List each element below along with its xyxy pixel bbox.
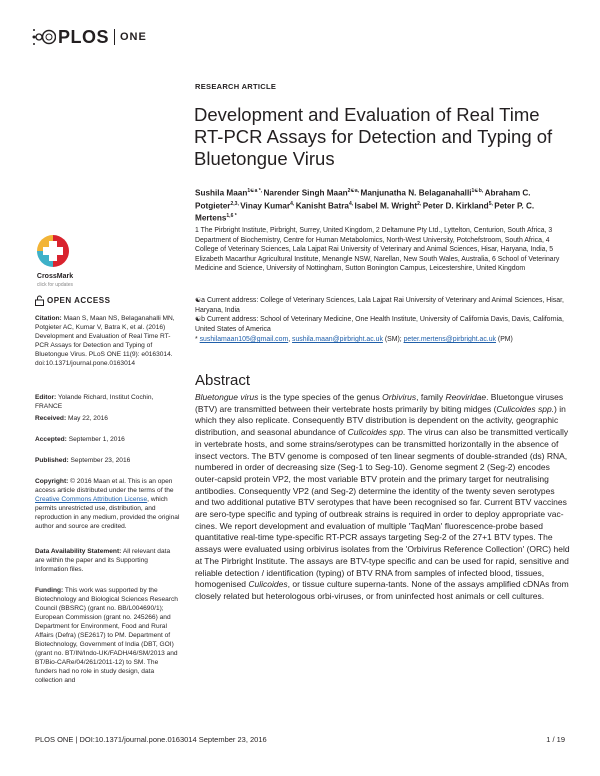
data-availability-text: All relevant data are within the paper and its Supporting Information files.	[35, 548, 171, 573]
received-date: May 22, 2016	[66, 415, 108, 422]
abstract-heading: Abstract	[195, 372, 251, 389]
author-name[interactable]: Peter D. Kirkland	[422, 201, 489, 211]
author-affil-mark: 2,	[417, 200, 423, 207]
crossmark-label: CrossMark	[36, 273, 74, 280]
cc-license-link[interactable]: Creative Commons Attribution License	[35, 496, 148, 503]
received-block	[35, 414, 180, 423]
author-affil-mark: 1☯b,	[471, 188, 485, 194]
abstract-text: . Bluetongue viruses (BTV) are transmitted between their vertebrate hosts primarily by biting midges (	[195, 392, 564, 414]
data-availability-label: Data Availability Statement:	[35, 548, 122, 555]
journal-name: ONE	[120, 31, 147, 43]
email-link-3[interactable]: peter.mertens@pirbright.ac.uk	[403, 336, 496, 343]
abstract-italic: Reoviridae	[445, 392, 487, 402]
email-sep-2: (SM);	[382, 336, 404, 343]
affiliations: 1 The Pirbright Institute, Pirbright, Surrey, United Kingdom, 2 Deltamune Pty Ltd., Lyttelton, Centurion, South Africa, 3 Department of Biochemistry, Centre for Human Metabolomics, North-West University, Potchefstroom, South Africa, 4 College of Veterinary Sciences, Lala Lajpat Rai University of Veterinary and Animal Sciences, Hisar, Haryana, India, 5 Elizabeth Macarthur Agricultural Institute, Menangle NSW, Narellan, New South Wales, Australia, 6 School of Veterinary Medicine and Science, University of Nottingham, Sutton Bonington Campus, Leicestershire, United Kingdom	[195, 227, 560, 272]
open-access-label: OPEN ACCESS	[47, 296, 111, 305]
funding-block	[35, 586, 180, 685]
author-name[interactable]: Manjunatha N. Belaganahalli	[360, 188, 472, 198]
citation-text: Maan S, Maan NS, Belaganahalli MN, Potgieter AC, Kumar V, Batra K, et al. (2016) Development and Evaluation of Real Time RT-PCR Assays for Detection and Typing of Bluetongue Virus. PLoS ONE 11(9): e0163014. doi:10.1371/journal.pone.0163014	[35, 315, 175, 367]
author-name[interactable]: Peter P. C. Mertens	[195, 201, 535, 224]
footer-citation: PLOS ONE | DOI:10.1371/journal.pone.0163014 September 23, 2016	[35, 735, 267, 744]
abstract-text: , family	[416, 392, 446, 402]
published-date: September 23, 2016	[68, 457, 131, 464]
abstract-italic: Orbivirus	[382, 392, 417, 402]
page-number: 1 / 19	[546, 735, 565, 744]
published-block	[35, 456, 180, 465]
citation-label: Citation:	[35, 315, 62, 322]
abstract-italic: Culicoides spp	[347, 427, 403, 438]
abstract-text: ) in which they also replicate. Consequently BTV distribution is dependent on the activity, geographic distribution, and seasonal abundance of	[195, 403, 566, 438]
author-name[interactable]: Narender Singh Maan	[263, 188, 348, 198]
data-availability-block	[35, 547, 180, 574]
corresponding-emails	[195, 335, 570, 345]
copyright-text-tail: , which permits unrestricted use, distribution, and reproduction in any medium, provided the original author and source are credited.	[35, 496, 180, 530]
logo-divider	[114, 29, 115, 45]
accepted-label: Accepted:	[35, 436, 67, 443]
email-link-1[interactable]: sushilamaan105@gmail.com	[199, 336, 289, 343]
author-affil-mark: 2,3,	[230, 200, 241, 207]
editor-block	[35, 393, 180, 411]
abstract-italic: Bluetongue virus	[195, 392, 259, 402]
plos-logo-icon	[30, 26, 56, 48]
author-name[interactable]: Sushila Maan	[195, 188, 248, 198]
open-lock-icon	[35, 295, 44, 306]
author-name[interactable]: Vinay Kumar	[240, 201, 291, 211]
published-label: Published:	[35, 457, 69, 464]
article-type: RESEARCH ARTICLE	[195, 82, 277, 91]
author-affil-mark: 5,	[488, 200, 495, 207]
article-title: Development and Evaluation of Real Time RT-PCR Assays for Detection and Typing of Bluetongue Virus	[194, 104, 553, 169]
current-address-b-text: Current address: School of Veterinary Medicine, One Health Institute, University of California Davis, Davis, California, United States of America	[195, 316, 564, 333]
current-address-b-mark: ☯b	[195, 316, 206, 323]
editor-label: Editor:	[35, 394, 57, 401]
editor-text: Yolande Richard, Institut Cochin, FRANCE	[35, 394, 154, 410]
copyright-label: Copyright:	[35, 478, 69, 485]
abstract-body	[195, 392, 570, 603]
email-sep-1: ,	[288, 336, 293, 343]
current-address-a-mark: ☯a	[195, 297, 206, 304]
author-affil-mark: 1☯a *,	[247, 188, 264, 194]
plos-one-logo[interactable]	[30, 26, 150, 48]
funding-label: Funding:	[35, 587, 64, 594]
citation-block	[35, 314, 180, 368]
abstract-text: is the type species of the genus	[258, 392, 383, 402]
abstract-italic: Culicoides spp.	[496, 403, 555, 414]
corresponding-star: *	[195, 336, 198, 343]
author-name[interactable]: Abraham C. Potgieter	[195, 188, 531, 211]
current-address-a	[195, 296, 570, 315]
author-name[interactable]: Isabel M. Wright	[354, 201, 418, 211]
accepted-block	[35, 435, 180, 444]
crossmark-sub: click for updates	[36, 282, 74, 288]
accepted-date: September 1, 2016	[66, 436, 125, 443]
author-affil-mark: 4,	[348, 200, 355, 207]
author-list	[195, 186, 570, 224]
author-affil-mark: 2☯a,	[347, 188, 361, 194]
abstract-text: , or tissue culture superna-tants. None of the assays amplified cDNAs from closely related but heterologous orbi-viruses, or from uninfected host animals or cell cultures.	[195, 579, 569, 601]
current-address-b	[195, 315, 570, 334]
email-tail: (PM)	[495, 336, 513, 343]
copyright-block	[35, 477, 180, 531]
abstract-text: . The virus can also be transmitted vertically in vertebrate hosts, and some strains/serotypes can be transmitted horizontally in the absence of insect vectors. The BTV genome is composed of ten linear segments of double-stranded (ds) RNA, numbered in order of decreasing size (Seg-1 to Seg-10). Genome segment 2 (Seg-2) encodes outer-capsid protein VP2, the most variable BTV protein and the primary target for neutralising antibodies. Consequently VP2 (and Seg-2) determine the identity of the twenty seven serotypes and two additional putative BTV serotypes that have been recognised so far. Current BTV vaccines are sero-type specific and typing of outbreak strains is required in order to deploy appropriate vac-cines. We report development and evaluation of multiple 'TaqMan' fluorescence-probe based quantitative real-time type-specific RT-PCR assays targeting Seg-2 of the 27+1 BTV types. The assays were evaluated using orbivirus isolates from the 'Orbivirus Reference Collection' (ORC) held at The Pirbright Institute. The assays are BTV-type specific and can be used for rapid, sensitive and reliable detection / identification (typing) of BTV RNA from samples of infected blood, tissues, homogenised	[195, 427, 570, 590]
email-link-2[interactable]: sushila.maan@pirbright.ac.uk	[292, 336, 383, 343]
copyright-text: © 2016 Maan et al. This is an open access article distributed under the terms of the	[35, 478, 174, 494]
plos-brand: PLOS	[58, 27, 110, 47]
crossmark-icon	[35, 233, 71, 273]
author-affil-mark: 1,6 *	[226, 213, 237, 220]
funding-text: This work was supported by the Biotechnology and Biological Sciences Research Council (BBSRC) (grant no. BB/L004690/1); European Commission (grant no. 245266) and Department for Environment, Food and Rural Affairs (Defra) (SE2617) to PM. Department of Biotechnology, Government of India (DBT, GOI) (grant no. BT/IN/Indo-UK/FADH/46/SM/2013 and BT/Bio-CARe/04/261/2011-12) to SM. The funders had no role in study design, data collection and	[35, 587, 178, 684]
author-name[interactable]: Kanisht Batra	[295, 201, 349, 211]
current-address-a-text: Current address: College of Veterinary Sciences, Lala Lajpat Rai University of Veterinary and Animal Sciences, Hisar, Haryana, India	[195, 297, 564, 314]
crossmark-badge[interactable]	[35, 233, 74, 293]
author-affil-mark: 4,	[290, 200, 296, 207]
abstract-italic: Culicoides	[248, 579, 288, 590]
received-label: Received:	[35, 415, 67, 422]
